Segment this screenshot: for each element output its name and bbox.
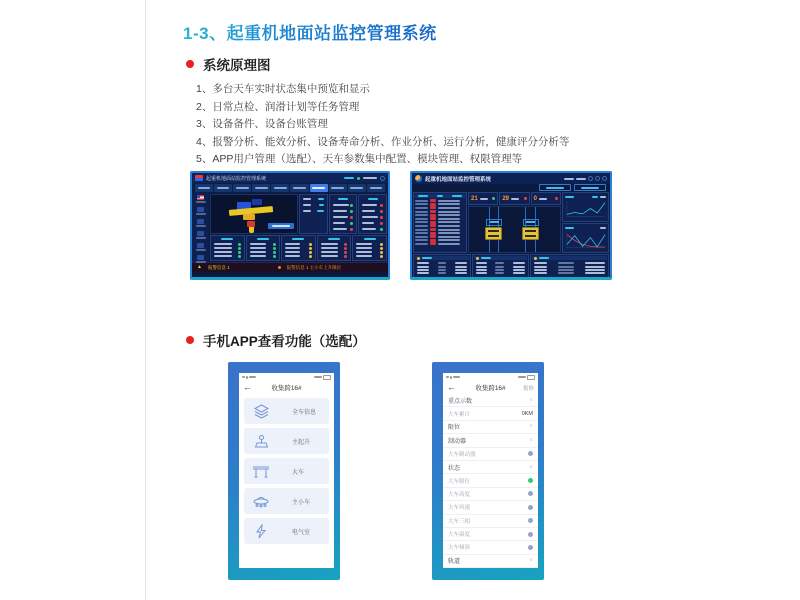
crane-car-icon xyxy=(485,227,502,240)
sidebar-item xyxy=(196,195,206,203)
feature-list xyxy=(196,81,569,169)
dashboard-header xyxy=(412,173,610,184)
status-panel xyxy=(329,194,358,234)
list-status-row: 大车高度 xyxy=(443,488,538,501)
power-icon xyxy=(602,176,607,181)
bullet-icon xyxy=(186,60,194,68)
menu-card-vehicle-info xyxy=(244,398,329,424)
phone-status-bar xyxy=(443,373,538,381)
header-link xyxy=(576,178,586,180)
user-icon xyxy=(595,176,600,181)
tab xyxy=(271,184,289,192)
warning-icon: ▲ xyxy=(197,264,202,270)
user-icon xyxy=(380,176,385,181)
chevron-up-icon: ∧ xyxy=(529,396,533,403)
stat-box xyxy=(499,192,529,205)
data-table-panel xyxy=(472,254,530,279)
data-table-panel xyxy=(413,254,471,279)
phone-nav-bar xyxy=(443,381,538,394)
tab xyxy=(367,184,385,192)
status-column xyxy=(210,235,245,261)
alarm-message-text: 报警信息 1 主小车上升限位 xyxy=(286,264,342,270)
menu-card-trolley xyxy=(244,488,329,514)
list-item: 5、APP用户管理（选配）、天车参数集中配置、模块管理、权限管理等 xyxy=(196,153,523,165)
list-item: 1、多台天车实时状态集中预览和显示 xyxy=(196,83,370,95)
crane-car-icon xyxy=(522,227,539,240)
sidebar-item xyxy=(196,207,206,215)
chevron-up-icon: ∧ xyxy=(529,463,533,470)
dashboard-tab-bar xyxy=(192,183,388,193)
report-repair-action: 报修 xyxy=(522,385,534,392)
alarm-badge xyxy=(430,242,436,245)
list-section-row: 状态 ∧ xyxy=(443,461,538,474)
battery-icon xyxy=(323,375,331,380)
phone-screenshot-menu xyxy=(228,362,340,580)
header-text-bar xyxy=(363,177,377,179)
trend-chart-panel xyxy=(562,223,609,253)
status-column xyxy=(352,235,387,261)
open-simulation-button xyxy=(268,223,294,229)
alarm-badge xyxy=(430,203,436,206)
status-column xyxy=(246,235,281,261)
trend-chart-panel xyxy=(562,192,609,222)
back-icon: ← xyxy=(243,382,252,392)
stat-value: 0 xyxy=(533,195,537,202)
menu-card-label: 电气室 xyxy=(292,529,311,536)
tab xyxy=(214,184,232,192)
dashboard-screenshot-tracking xyxy=(410,171,612,280)
section-heading-label: 手机APP查看功能（选配） xyxy=(203,334,366,349)
list-status-row: 大车三相 xyxy=(443,515,538,528)
menu-card-label: 大车 xyxy=(292,469,305,476)
status-column xyxy=(281,235,316,261)
list-item: 3、设备备件、设备台账管理 xyxy=(196,118,328,130)
list-section-row: 制动器 ∧ xyxy=(443,434,538,447)
status-dot xyxy=(528,451,533,456)
stat-boxes xyxy=(468,192,561,205)
alarm-badge xyxy=(430,199,436,202)
menu-card-label: 主小车 xyxy=(292,499,311,506)
alarm-list-header xyxy=(415,194,465,198)
tab xyxy=(195,184,213,192)
status-dot xyxy=(528,532,533,537)
crane-label xyxy=(523,219,539,226)
list-status-row: 大车风速 xyxy=(443,501,538,514)
chevron-up-icon: ∧ xyxy=(529,436,533,443)
alarm-bar xyxy=(192,262,388,272)
page-guide-line xyxy=(145,0,146,600)
alarm-dot-icon xyxy=(278,266,281,269)
tab-active xyxy=(310,184,328,192)
chevron-down-icon: ∨ xyxy=(529,557,533,564)
alarm-badge xyxy=(430,239,436,242)
status-dot xyxy=(528,505,533,510)
phone-screenshot-detail xyxy=(432,362,544,580)
dashboard-title: 起重机地面站监控管理系统 xyxy=(206,175,267,182)
alarm-badge xyxy=(430,232,436,235)
alarm-badge xyxy=(430,221,436,224)
phone-nav-bar xyxy=(239,381,334,394)
tab xyxy=(348,184,366,192)
phone-screen-title: 收集跨16# xyxy=(271,385,302,392)
list-status-row: 大车制动器 xyxy=(443,448,538,461)
header-status-bar xyxy=(344,177,354,179)
toolbar xyxy=(412,184,610,191)
header-link xyxy=(564,178,574,180)
list-item: 4、报警分析、能效分析、设备寿命分析、作业分析、运行分析，健康评分分析等 xyxy=(196,135,570,148)
status-dot xyxy=(528,491,533,496)
alarm-count-text: 报警信息 1 xyxy=(207,264,230,270)
tab xyxy=(329,184,347,192)
stat-value: 21 xyxy=(471,195,478,202)
chevron-down-icon: ∨ xyxy=(529,423,533,430)
status-dot xyxy=(357,177,360,180)
menu-card-electrical xyxy=(244,518,329,544)
list-status-row: 大车温度 xyxy=(443,528,538,541)
stat-box xyxy=(531,192,561,205)
alarm-badge xyxy=(430,228,436,231)
alarm-row xyxy=(415,242,465,246)
list-section-row: 重点示数 ∧ xyxy=(443,394,538,407)
menu-card-label: 全车信息 xyxy=(292,409,317,416)
stat-box xyxy=(468,192,498,205)
gantry-icon xyxy=(244,464,278,479)
dashboard-screenshot-overview xyxy=(190,171,390,280)
sidebar-item xyxy=(196,219,206,227)
status-dot xyxy=(528,545,533,550)
phone-screen-title: 收集跨16# xyxy=(475,385,506,392)
alarm-badge xyxy=(430,210,436,213)
page-title: 1-3、起重机地面站监控管理系统 xyxy=(183,19,437,44)
bell-icon xyxy=(588,176,593,181)
layers-icon xyxy=(244,404,278,419)
tab xyxy=(233,184,251,192)
alarm-list-panel xyxy=(413,192,467,253)
status-column xyxy=(317,235,352,261)
section-heading-app xyxy=(186,330,366,350)
crane-info-panel xyxy=(299,194,328,234)
list-status-row: 大车限位 xyxy=(443,474,538,487)
sidebar-item xyxy=(196,255,206,263)
line-chart xyxy=(564,199,607,220)
menu-card-main-hoist xyxy=(244,428,329,454)
stat-value: 29 xyxy=(502,195,510,202)
dashboard-logo-icon xyxy=(195,175,203,181)
list-value-row: 大车累计 0KM xyxy=(443,407,538,420)
phone-status-bar xyxy=(239,373,334,381)
bullet-icon xyxy=(186,336,194,344)
toolbar-button xyxy=(574,184,606,191)
sidebar-item xyxy=(196,231,206,239)
hoist-icon xyxy=(244,434,278,449)
tab xyxy=(290,184,308,192)
dashboard-logo-icon xyxy=(415,175,422,182)
status-panel xyxy=(358,194,387,234)
battery-icon xyxy=(527,375,535,380)
alarm-badge xyxy=(430,217,436,220)
section-heading-label: 系统原理图 xyxy=(203,58,271,73)
crane-3d-viewport xyxy=(210,194,298,234)
menu-card-bridge xyxy=(244,458,329,484)
trolley-icon xyxy=(244,494,278,508)
crane-track-view xyxy=(468,206,561,253)
dashboard-title: 起重机地面站监控管理系统 xyxy=(425,176,492,183)
dashboard-sidebar xyxy=(192,193,209,262)
sidebar-item xyxy=(196,243,206,251)
line-chart xyxy=(564,230,607,251)
back-icon: ← xyxy=(447,382,456,392)
lightning-icon xyxy=(244,524,278,539)
toolbar-button xyxy=(539,184,571,191)
list-item: 2、日常点检、润滑计划等任务管理 xyxy=(196,100,360,113)
crane-label xyxy=(486,219,502,226)
list-status-row: 大车倾斜 xyxy=(443,541,538,554)
status-dot-green xyxy=(528,478,533,483)
dashboard-header xyxy=(192,173,388,183)
alarm-badge xyxy=(430,235,436,238)
section-heading-principle xyxy=(186,54,271,74)
menu-card-label: 主起升 xyxy=(292,439,311,446)
list-section-row: 限位 ∨ xyxy=(443,421,538,434)
data-table-panel xyxy=(530,254,609,279)
status-dot xyxy=(528,518,533,523)
list-section-row: 轨道 ∨ xyxy=(443,555,538,568)
alarm-badge xyxy=(430,214,436,217)
tab xyxy=(252,184,270,192)
